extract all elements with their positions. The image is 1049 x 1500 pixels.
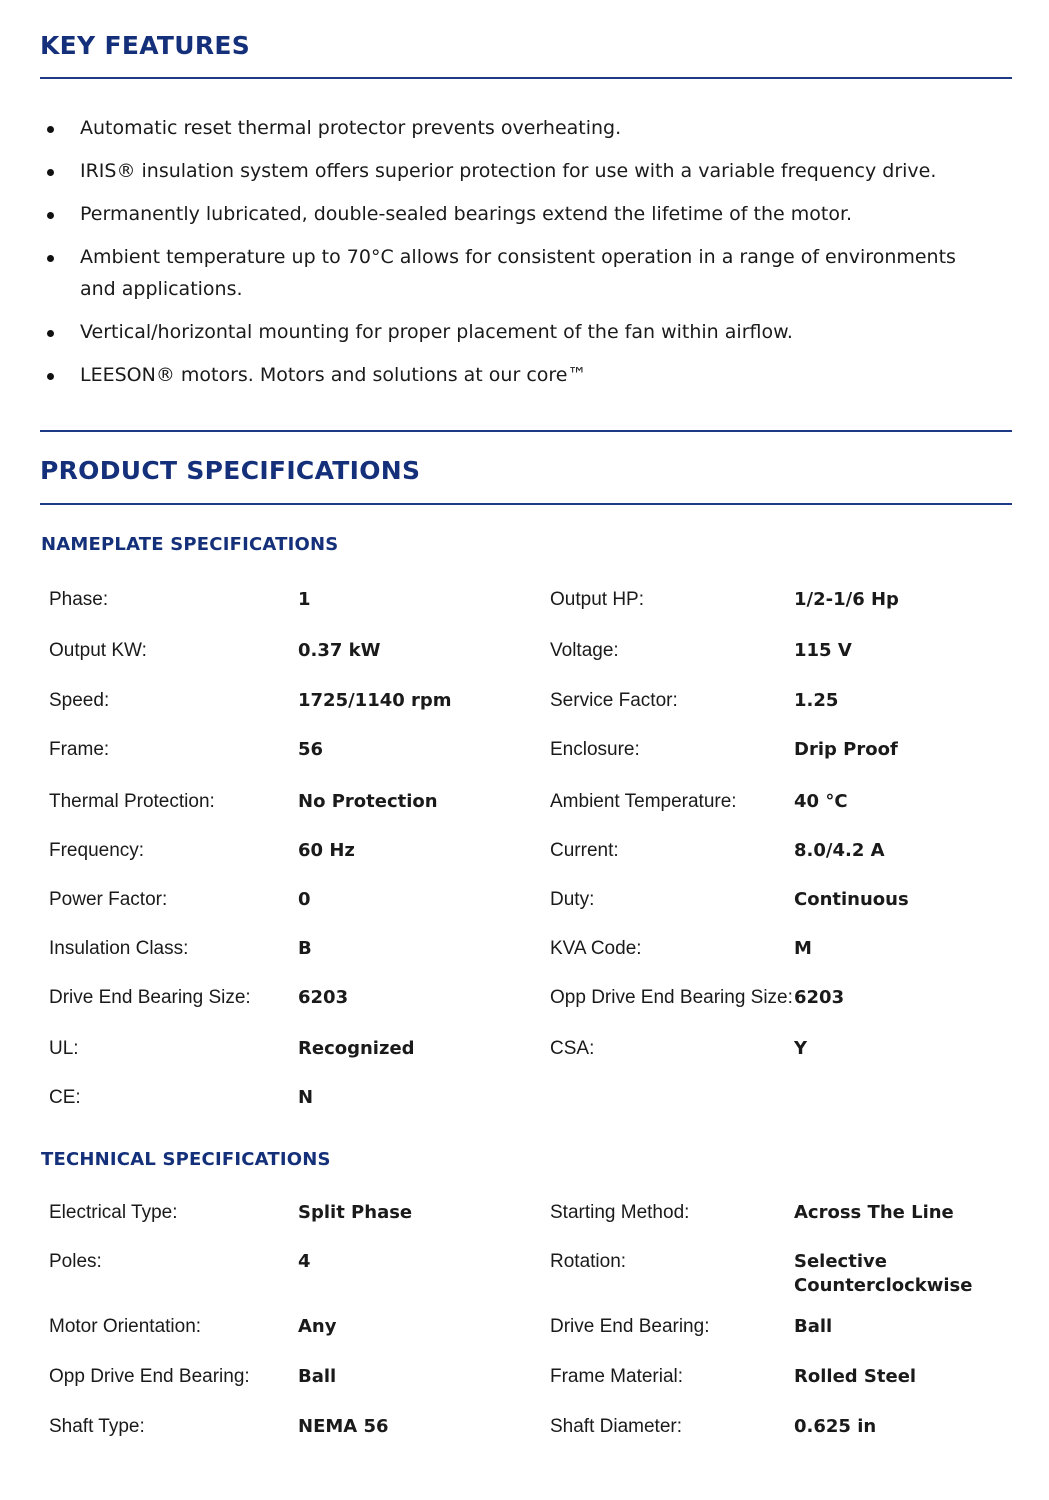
- spec-value: 60 Hz: [298, 840, 355, 861]
- bullet-icon: [47, 212, 54, 219]
- spec-label: Opp Drive End Bearing:: [49, 1366, 250, 1387]
- spec-value: Y: [794, 1038, 808, 1059]
- spec-value: Ball: [298, 1366, 337, 1387]
- spec-value: Rolled Steel: [794, 1366, 917, 1387]
- spec-label: Drive End Bearing Size:: [49, 987, 251, 1008]
- spec-label: CE:: [49, 1087, 81, 1108]
- spec-label: Enclosure:: [550, 739, 640, 760]
- bullet-icon: [47, 126, 54, 133]
- technical-specs-title: TECHNICAL SPECIFICATIONS: [41, 1149, 331, 1170]
- spec-label: Output KW:: [49, 640, 147, 661]
- spec-label: Current:: [550, 840, 619, 861]
- product-specs-title: PRODUCT SPECIFICATIONS: [40, 456, 421, 485]
- spec-value: Recognized: [298, 1038, 415, 1059]
- spec-label: Frequency:: [49, 840, 145, 861]
- spec-value: Across The Line: [794, 1202, 954, 1223]
- spec-value: 1725/1140 rpm: [298, 690, 452, 711]
- feature-item: LEESON® motors. Motors and solutions at our core™: [40, 359, 970, 391]
- bullet-icon: [47, 373, 54, 380]
- spec-value: 6203: [298, 987, 349, 1008]
- spec-value: No Protection: [298, 791, 438, 812]
- spec-value: 0.37 kW: [298, 640, 381, 661]
- spec-label: Voltage:: [550, 640, 619, 661]
- spec-label: Duty:: [550, 889, 595, 910]
- spec-value: B: [298, 938, 312, 959]
- spec-value: 8.0/4.2 A: [794, 840, 885, 861]
- feature-item: IRIS® insulation system offers superior protection for use with a variable frequency drive.: [40, 155, 970, 187]
- spec-label: Ambient Temperature:: [550, 791, 737, 812]
- spec-label: Phase:: [49, 589, 109, 610]
- divider: [40, 503, 1012, 505]
- spec-label: Power Factor:: [49, 889, 168, 910]
- spec-value: Drip Proof: [794, 739, 898, 760]
- spec-value: Split Phase: [298, 1202, 413, 1223]
- feature-item: Vertical/horizontal mounting for proper placement of the fan within airflow.: [40, 316, 970, 348]
- spec-value: M: [794, 938, 812, 959]
- divider: [40, 430, 1012, 432]
- spec-label: Opp Drive End Bearing Size:: [550, 987, 793, 1008]
- spec-value: Any: [298, 1316, 337, 1337]
- spec-label: Motor Orientation:: [49, 1316, 202, 1337]
- spec-value: 40 °C: [794, 791, 848, 812]
- spec-value: 1/2-1/6 Hp: [794, 589, 899, 610]
- nameplate-specs-title: NAMEPLATE SPECIFICATIONS: [41, 534, 339, 555]
- spec-label: Frame:: [49, 739, 110, 760]
- spec-value: Continuous: [794, 889, 909, 910]
- spec-label: Insulation Class:: [49, 938, 189, 959]
- spec-value: 115 V: [794, 640, 852, 661]
- bullet-icon: [47, 169, 54, 176]
- spec-label: Thermal Protection:: [49, 791, 215, 812]
- feature-item: Permanently lubricated, double-sealed bearings extend the lifetime of the motor.: [40, 198, 970, 230]
- spec-label: KVA Code:: [550, 938, 642, 959]
- feature-list: [40, 112, 970, 402]
- spec-label: Service Factor:: [550, 690, 678, 711]
- spec-label: Frame Material:: [550, 1366, 684, 1387]
- spec-label: CSA:: [550, 1038, 595, 1059]
- bullet-icon: [47, 255, 54, 262]
- spec-value: 4: [298, 1251, 311, 1272]
- spec-value: NEMA 56: [298, 1416, 389, 1437]
- feature-item: Ambient temperature up to 70°C allows for consistent operation in a range of environments and applications.: [40, 241, 970, 305]
- spec-label: Rotation:: [550, 1251, 627, 1272]
- spec-value: 6203: [794, 987, 845, 1008]
- spec-value: Ball: [794, 1316, 833, 1337]
- spec-value: 56: [298, 739, 324, 760]
- spec-label: Drive End Bearing:: [550, 1316, 710, 1337]
- spec-label: UL:: [49, 1038, 79, 1059]
- spec-value: 1: [298, 589, 311, 610]
- spec-label: Poles:: [49, 1251, 102, 1272]
- spec-label: Shaft Diameter:: [550, 1416, 682, 1437]
- spec-value: 0.625 in: [794, 1416, 877, 1437]
- divider: [40, 77, 1012, 79]
- feature-item: Automatic reset thermal protector prevents overheating.: [40, 112, 970, 144]
- bullet-icon: [47, 330, 54, 337]
- spec-value: N: [298, 1087, 314, 1108]
- spec-label: Starting Method:: [550, 1202, 690, 1223]
- spec-label: Electrical Type:: [49, 1202, 178, 1223]
- spec-label: Shaft Type:: [49, 1416, 145, 1437]
- spec-label: Speed:: [49, 690, 110, 711]
- spec-value: 1.25: [794, 690, 839, 711]
- spec-label: Output HP:: [550, 589, 644, 610]
- spec-value: 0: [298, 889, 311, 910]
- spec-value: Selective Counterclockwise: [794, 1251, 973, 1296]
- key-features-title: KEY FEATURES: [40, 31, 251, 60]
